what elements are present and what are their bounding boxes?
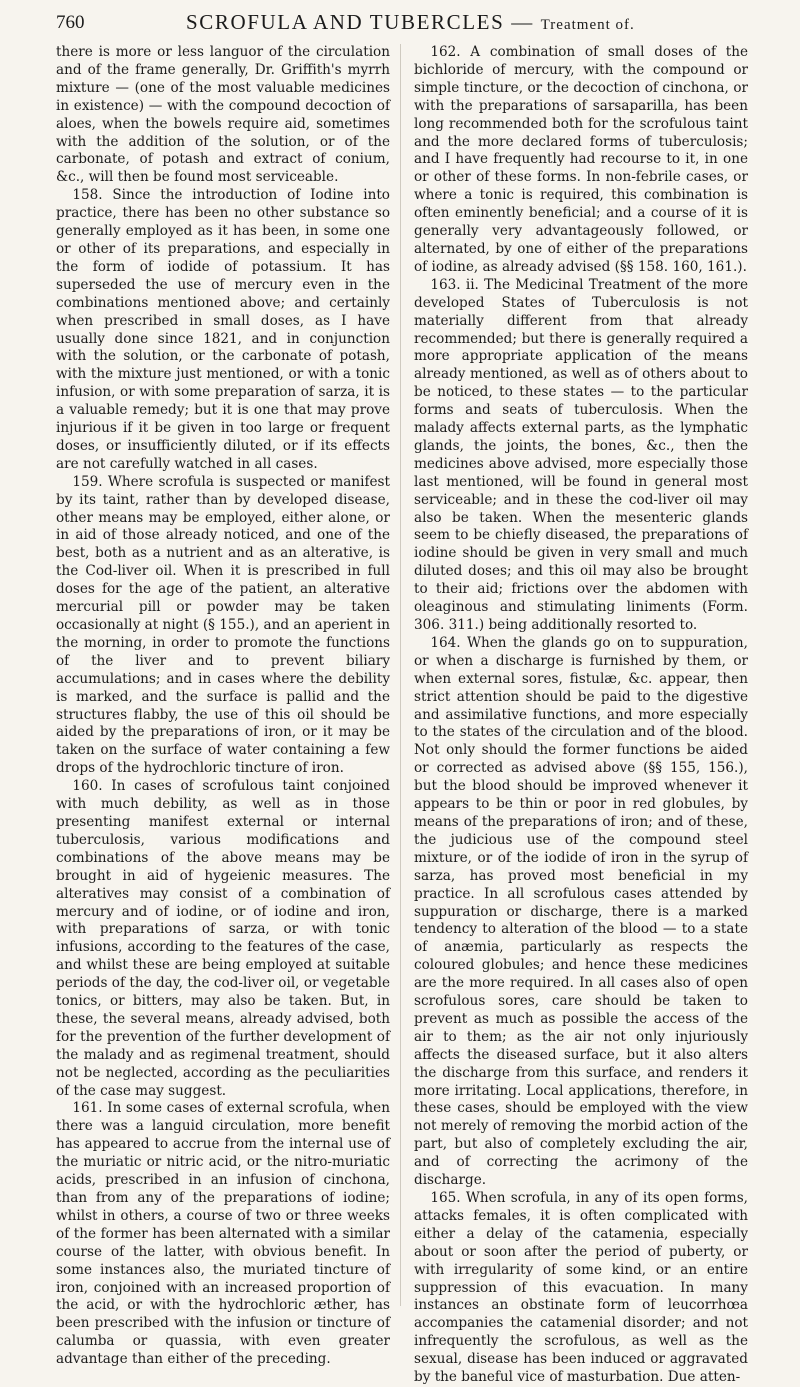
paragraph-158: 158. Since the introduction of Iodine into practice, there has been no other substance so generally employed as it has been, in some one or other of its preparations, and especially in the form of iodide of potassium. It has superseded the use of mercury even in the combinations mentioned above; and certainly when prescribed in small doses, as I have usually done since 1821, and in conjunction with the solution, or the carbonate of potash, with the mixture just mentioned, or with a tonic infusion, or with some preparation of sarza, it is a valuable remedy; but it is one that may prove injurious if it be given in too large or frequent doses, or insufficiently diluted, or if its effects are not carefully watched in all cases. [56,187,390,472]
paragraph-165: 165. When scrofula, in any of its open forms, attacks females, it is often complicated with either a delay of the catamenia, especially about or soon after the period of puberty, or with irregularity of some kind, or an entire suppression of this evacuation. In many instances an obstinate form of leucorrhœa accompanies the catamenial disorder; and not infrequently the scrofulous, as well as the sexual, disease has been induced or aggravated by the baneful vice of masturbation. Due atten- [414,1190,748,1386]
page-header [56,0,748,44]
page-number: 760 [56,12,85,33]
right-column [414,44,748,1387]
paragraph-161: 161. In some cases of external scrofula, when there was a languid circulation, more benefit has appeared to accrue from the internal use of the muriatic or nitric acid, or the nitro-muriatic acids, prescribed in an infusion of cinchona, than from any of the preparations of iodine; whilst in others, a course of two or three weeks of the former has been alternated with a similar course of the latter, with obvious benefit. In some instances also, the muriated tincture of iron, conjoined with an increased proportion of the acid, or with the hydrochloric æther, has been prescribed with the infusion or tincture of calumba or quassia, with even greater advantage than either of the preceding. [56,1100,390,1368]
paragraph-163: 163. ii. The Medicinal Treatment of the more developed States of Tuberculosis is not materially different from that already recommended; but there is generally required a more appropriate application of the means already mentioned, as well as of others about to be noticed, to these states — to the particular forms and seats of tuberculosis. When the malady affects external parts, as the lymphatic glands, the joints, the bones, &c., then the medicines above advised, more especially those last mentioned, will be found in general most serviceable; and in these the cod-liver oil may also be taken. When the mesenteric glands seem to be chiefly diseased, the preparations of iodine should be given in very small and much diluted doses; and this oil may also be brought to their aid; frictions over the abdomen with oleaginous and stimulating liniments (Form. 306. 311.) being additionally resorted to. [414,276,748,633]
paragraph-162: 162. A combination of small doses of the bichloride of mercury, with the compound or simple tincture, or the decoction of cinchona, or with the preparations of sarsaparilla, has been long recommended both for the scrofulous taint and the more declared forms of tuberculosis; and I have frequently had recourse to it, in one or other of these forms. In non-febrile cases, or where a tonic is required, this combination is often eminently beneficial; and a course of it is generally very advantageously followed, or alternated, by one of either of the preparations of iodine, as already advised (§§ 158. 160, 161.). [414,44,748,275]
column-divider [400,44,401,1306]
running-head [186,10,635,35]
paragraph-159: 159. Where scrofula is suspected or manifest by its taint, rather than by developed disease, other means may be employed, either alone, or in aid of those already noticed, and one of the best, both as a nutrient and as an alterative, is the Cod-liver oil. When it is prescribed in full doses for the age of the patient, an alterative mercurial pill or powder may be taken occasionally at night (§ 155.), and an aperient in the morning, in order to promote the functions of the liver and to prevent biliary accumulations; and in cases where the debility is marked, and the surface is pallid and the structures flabby, the use of this oil should be aided by the preparations of iron, or it may be taken on the surface of water containing a few drops of the hydrochloric tincture of iron. [56,473,390,777]
paragraph-164: 164. When the glands go on to suppuration, or when a discharge is furnished by them, or when external sores, fistulæ, &c. appear, then strict attention should be paid to the digestive and assimilative functions, and more especially to the states of the circulation and of the blood. Not only should the former functions be aided or corrected as advised above (§§ 155, 156.), but the blood should be improved whenever it appears to be thin or poor in red globules, by means of the preparations of iron; and of these, the judicious use of the compound steel mixture, or of the iodide of iron in the syrup of sarza, has proved most beneficial in my practice. In all scrofulous cases attended by suppuration or discharge, there is a marked tendency to alteration of the blood — to a state of anæmia, particularly as respects the coloured globules; and hence these medicines are the more required. In all cases also of open scrofulous sores, care should be taken to prevent as much as possible the access of the air to them; as the air not only injuriously affects the diseased surface, but it also alters the discharge from this surface, and renders it more irritating. Local applications, therefore, in these cases, should be employed with the view not merely of removing the morbid action of the part, but also of completely excluding the air, and of correcting the acrimony of the discharge. [414,634,748,1189]
running-head-main: SCROFULA AND TUBERCLES — [186,10,541,34]
running-head-tail: Treatment of. [540,17,635,33]
text-columns [56,44,748,1387]
paragraph-160: 160. In cases of scrofulous taint conjoined with much debility, as well as in those presenting manifest external or internal tuberculosis, various modifications and combinations of the above means may be brought in aid of hygeienic measures. The alteratives may consist of a combination of mercury and of iodine, or of iodine and iron, with preparations of sarza, or with tonic infusions, according to the features of the case, and whilst these are being employed at suitable periods of the day, the cod-liver oil, or vegetable tonics, or bitters, may also be taken. But, in these, the several means, already advised, both for the prevention of the further development of the malady and as regimenal treatment, should not be neglected, according as the peculiarities of the case may suggest. [56,778,390,1099]
left-column [56,44,390,1387]
paragraph: there is more or less languor of the circulation and of the frame generally, Dr. Griffith's myrrh mixture — (one of the most valuable medicines in existence) — with the compound decoction of aloes, when the bowels require aid, sometimes with the addition of the solution, or of the carbonate, of potash and extract of conium, &c., will then be found most serviceable. [56,44,390,186]
